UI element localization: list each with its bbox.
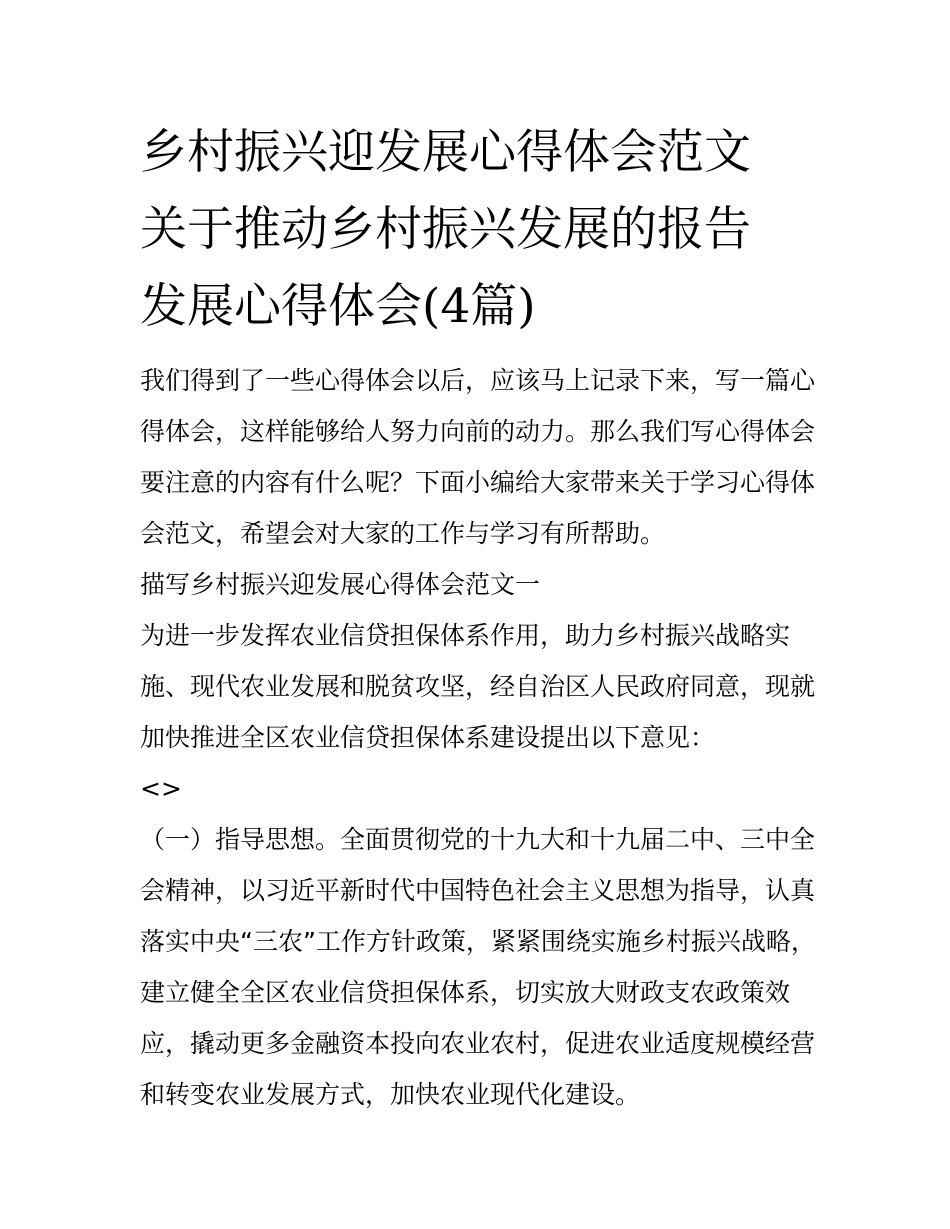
paragraph-1 bbox=[140, 610, 820, 763]
text-line: 要注意的内容有什么呢？下面小编给大家带来关于学习心得体 bbox=[140, 468, 816, 497]
document-content bbox=[140, 114, 820, 1120]
section-heading: 描写乡村振兴迎发展心得体会范文一 bbox=[140, 570, 541, 599]
marker-text: <> bbox=[140, 774, 182, 803]
text-line: 建立健全全区农业信贷担保体系，切实放大财政支农政策效 bbox=[140, 978, 791, 1007]
text-line: 应，撬动更多金融资本投向农业农村，促进农业适度规模经营 bbox=[140, 1029, 816, 1058]
intro-paragraph bbox=[140, 355, 820, 559]
text-line: 得体会，这样能够给人努力向前的动力。那么我们写心得体会 bbox=[140, 417, 816, 446]
title-line: 关于推动乡村振兴发展的报告 bbox=[140, 202, 751, 257]
text-line: 会范文，希望会对大家的工作与学习有所帮助。 bbox=[140, 519, 666, 548]
title-line: 发展心得体会(4篇) bbox=[140, 279, 536, 334]
text-line: 落实中央“三农”工作方针政策，紧紧围绕实施乡村振兴战略， bbox=[140, 927, 816, 956]
text-line: 我们得到了一些心得体会以后，应该马上记录下来，写一篇心 bbox=[140, 366, 816, 395]
document-title bbox=[140, 114, 820, 345]
text-line: 会精神，以习近平新时代中国特色社会主义思想为指导，认真 bbox=[140, 876, 816, 905]
text-line: （一）指导思想。全面贯彻党的十九大和十九届二中、三中全 bbox=[140, 825, 816, 854]
paragraph-2 bbox=[140, 814, 820, 1120]
text-line: 施、现代农业发展和脱贫攻坚，经自治区人民政府同意，现就 bbox=[140, 672, 816, 701]
text-line: 加快推进全区农业信贷担保体系建设提出以下意见： bbox=[140, 723, 716, 752]
text-line: 为进一步发挥农业信贷担保体系作用，助力乡村振兴战略实 bbox=[140, 621, 791, 650]
title-line: 乡村振兴迎发展心得体会范文 bbox=[140, 125, 751, 180]
text-line: 和转变农业发展方式，加快农业现代化建设。 bbox=[140, 1080, 641, 1109]
